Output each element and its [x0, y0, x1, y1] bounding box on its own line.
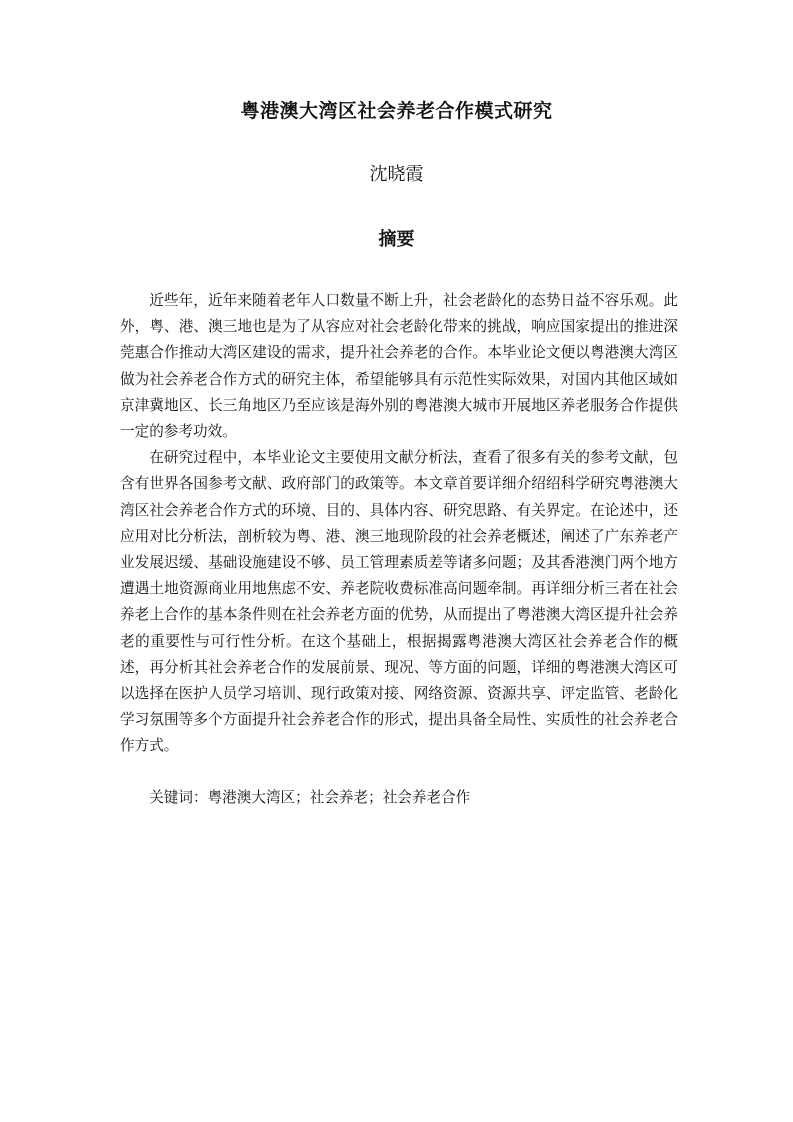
keywords-line: 关键词：粤港澳大湾区；社会养老；社会养老合作 [149, 789, 471, 806]
abstract-heading: 摘要 [378, 229, 415, 250]
abstract-paragraph-2: 在研究过程中，本毕业论文主要使用文献分析法，查看了很多有关的参考文献，包含有世界各国参考文献、政府部门的政策等。本文章首要详细介绍绍科学研究粤港澳大湾区社会养老合作方式的环境、目的、具体内容、研究思路、有关界定。在论述中，还应用对比分析法，剖析较为粤、港、澳三地现阶段的社会养老概述，阐述了广东养老产业发展迟缓、基础设施建设不够、员工管理素质差等诸多问题；及其香港澳门两个地方遭遇土地资源商业用地焦虑不安、养老院收费标准高问题牵制。再详细分析三者在社会养老上合作的基本条件则在社会养老方面的优势，从而提出了粤港澳大湾区提升社会养老的重要性与可行性分析。在这个基础上，根据揭露粤港澳大湾区社会养老合作的概述，再分析其社会养老合作的发展前景、现况、等方面的问题，详细的粤港澳大湾区可以选择在医护人员学习培训、现行政策对接、网络资源、资源共享、评定监管、老龄化学习氛围等多个方面提升社会养老合作的形式，提出具备全局性、实质性的社会养老合作方式。 [120, 449, 678, 755]
paper-title: 粤港澳大湾区社会养老合作模式研究 [240, 100, 553, 122]
author-name: 沈晓霞 [369, 164, 424, 185]
abstract-paragraph-1: 近些年，近年来随着老年人口数量不断上升，社会老龄化的态势日益不容乐观。此外，粤、港、澳三地也是为了从容应对社会老龄化带来的挑战，响应国家提出的推进深莞惠合作推动大湾区建设的需求，提升社会养老的合作。本毕业论文便以粤港澳大湾区做为社会养老合作方式的研究主体，希望能够具有示范性实际效果，对国内其他区域如京津冀地区、长三角地区乃至应该是海外别的粤港澳大城市开展地区养老服务合作提供一定的参考功效。 [120, 292, 678, 441]
abstract-body [120, 288, 678, 760]
